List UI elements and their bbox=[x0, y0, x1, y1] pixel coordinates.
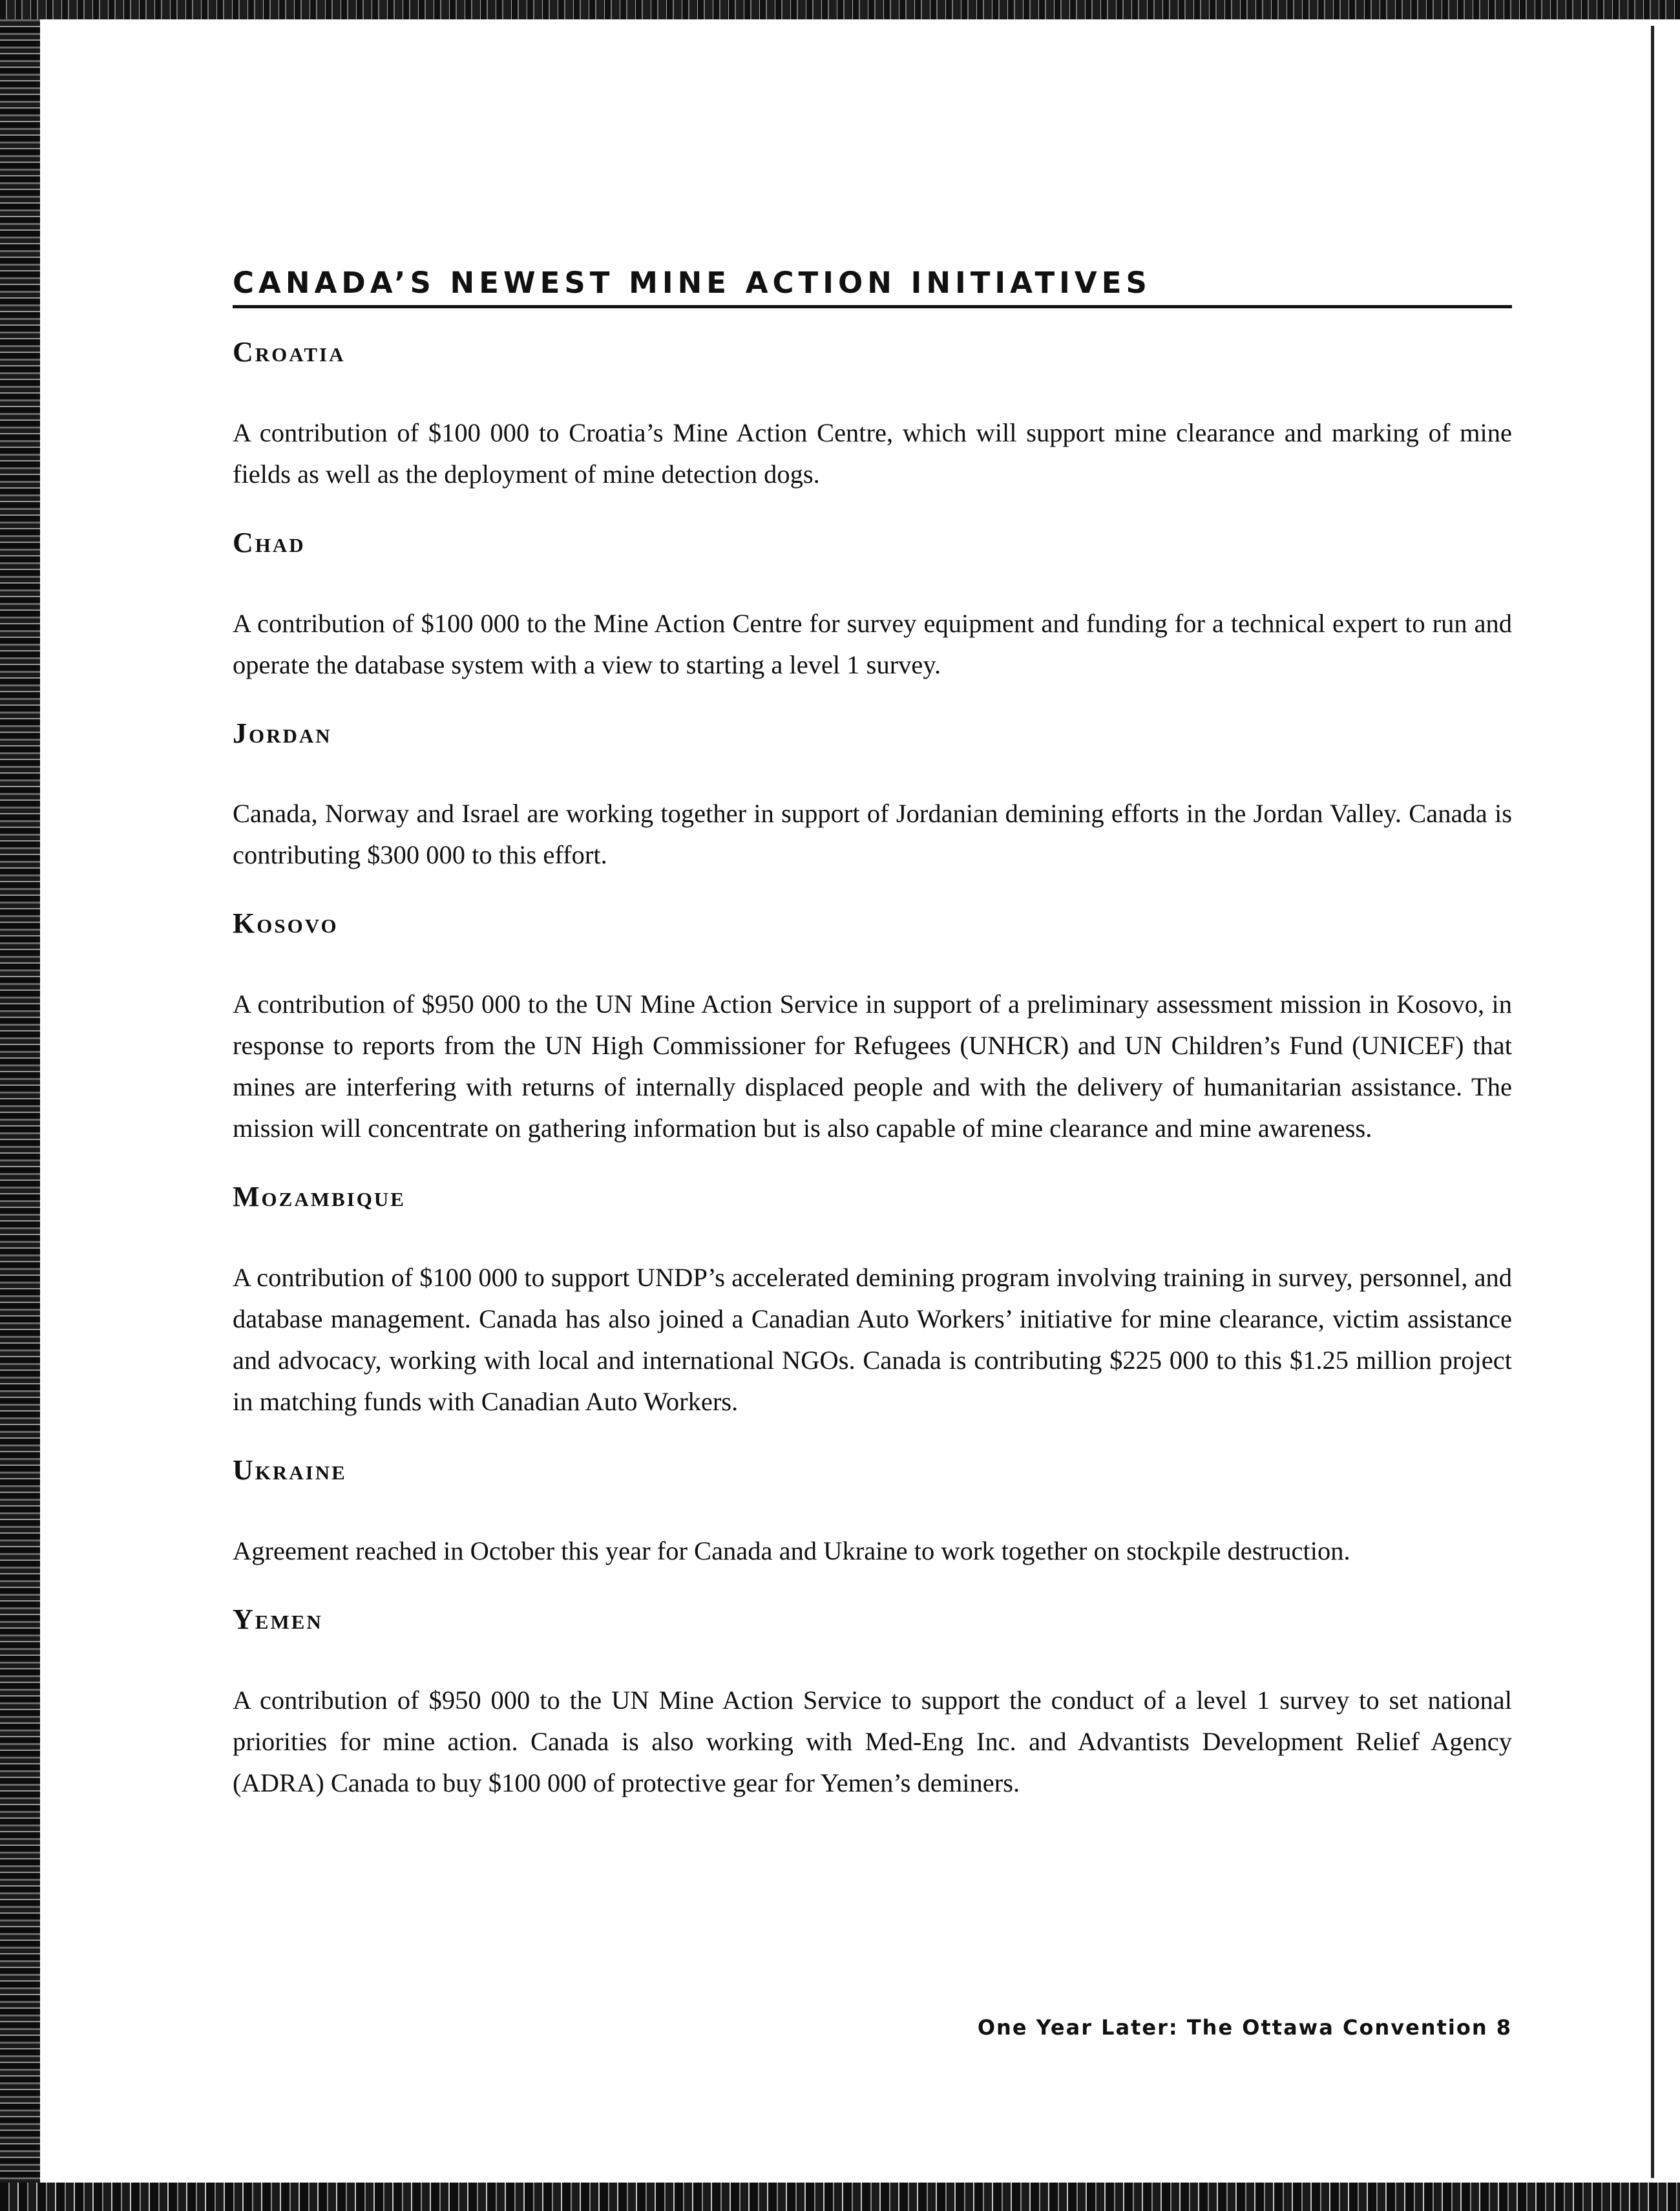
section-body: A contribution of $100 000 to Croatia’s Mine Action Centre, which will support mine clearance and marking of mine fields as well as the deployment of mine detection dogs. bbox=[233, 418, 1512, 489]
section-body: A contribution of $950 000 to the UN Mine Action Service in support of a preliminary assessment mission in Kosovo, in response to reports from the UN High Commissioner for Refugees (UNHCR) and UN Children’s Fund (UNICEF) that mines are interfering with returns of internally displaced people and with the delivery of humanitarian assistance. The mission will concentrate on gathering information but is also capable of mine clearance and mine awareness. bbox=[233, 989, 1512, 1143]
page-edge-right bbox=[1651, 26, 1654, 2178]
page-footer: One Year Later: The Ottawa Convention 8 bbox=[977, 2015, 1512, 2040]
section-body: A contribution of $100 000 to the Mine Action Centre for survey equipment and funding for a technical expert to run and operate the database system with a view to starting a level 1 survey. bbox=[233, 608, 1512, 679]
section-chad bbox=[233, 526, 1512, 686]
section-heading: Yemen bbox=[233, 1603, 323, 1635]
page-title: CANADA’S NEWEST MINE ACTION INITIATIVES bbox=[233, 268, 1512, 308]
scan-edge-bottom bbox=[0, 2183, 1680, 2211]
section-ukraine bbox=[233, 1454, 1512, 1572]
section-body: Canada, Norway and Israel are working together in support of Jordanian demining efforts in the Jordan Valley. Canada is contributing $300 000 to this effort. bbox=[233, 799, 1512, 870]
section-body: Agreement reached in October this year for Canada and Ukraine to work together on stockpile destruction. bbox=[233, 1536, 1350, 1565]
section-yemen bbox=[233, 1603, 1512, 1804]
section-mozambique bbox=[233, 1180, 1512, 1423]
scan-edge-top bbox=[0, 0, 1680, 19]
section-jordan bbox=[233, 717, 1512, 876]
section-body: A contribution of $100 000 to support UNDP’s accelerated demining program involving training in survey, personnel, and database management. Canada has also joined a Canadian Auto Workers’ initiative for mine clearance, victim assistance and advocacy, working with local and international NGOs. Canada is contributing $225 000 to this $1.25 million project in matching funds with Canadian Auto Workers. bbox=[233, 1262, 1512, 1416]
section-heading: Chad bbox=[233, 526, 306, 558]
section-kosovo bbox=[233, 907, 1512, 1149]
scan-edge-left bbox=[0, 0, 40, 2211]
section-heading: Mozambique bbox=[233, 1181, 406, 1213]
section-heading: Jordan bbox=[233, 717, 332, 749]
section-heading: Kosovo bbox=[233, 907, 339, 940]
section-heading: Croatia bbox=[233, 336, 346, 368]
page-content bbox=[233, 268, 1512, 1804]
section-body: A contribution of $950 000 to the UN Mine Action Service to support the conduct of a level 1 survey to set national priorities for mine action. Canada is also working with Med-Eng Inc. and Advantists Development Relief Agency (ADRA) Canada to buy $100 000 of protective gear for Yemen’s deminers. bbox=[233, 1685, 1512, 1797]
section-heading: Ukraine bbox=[233, 1454, 347, 1486]
section-croatia bbox=[233, 335, 1512, 495]
